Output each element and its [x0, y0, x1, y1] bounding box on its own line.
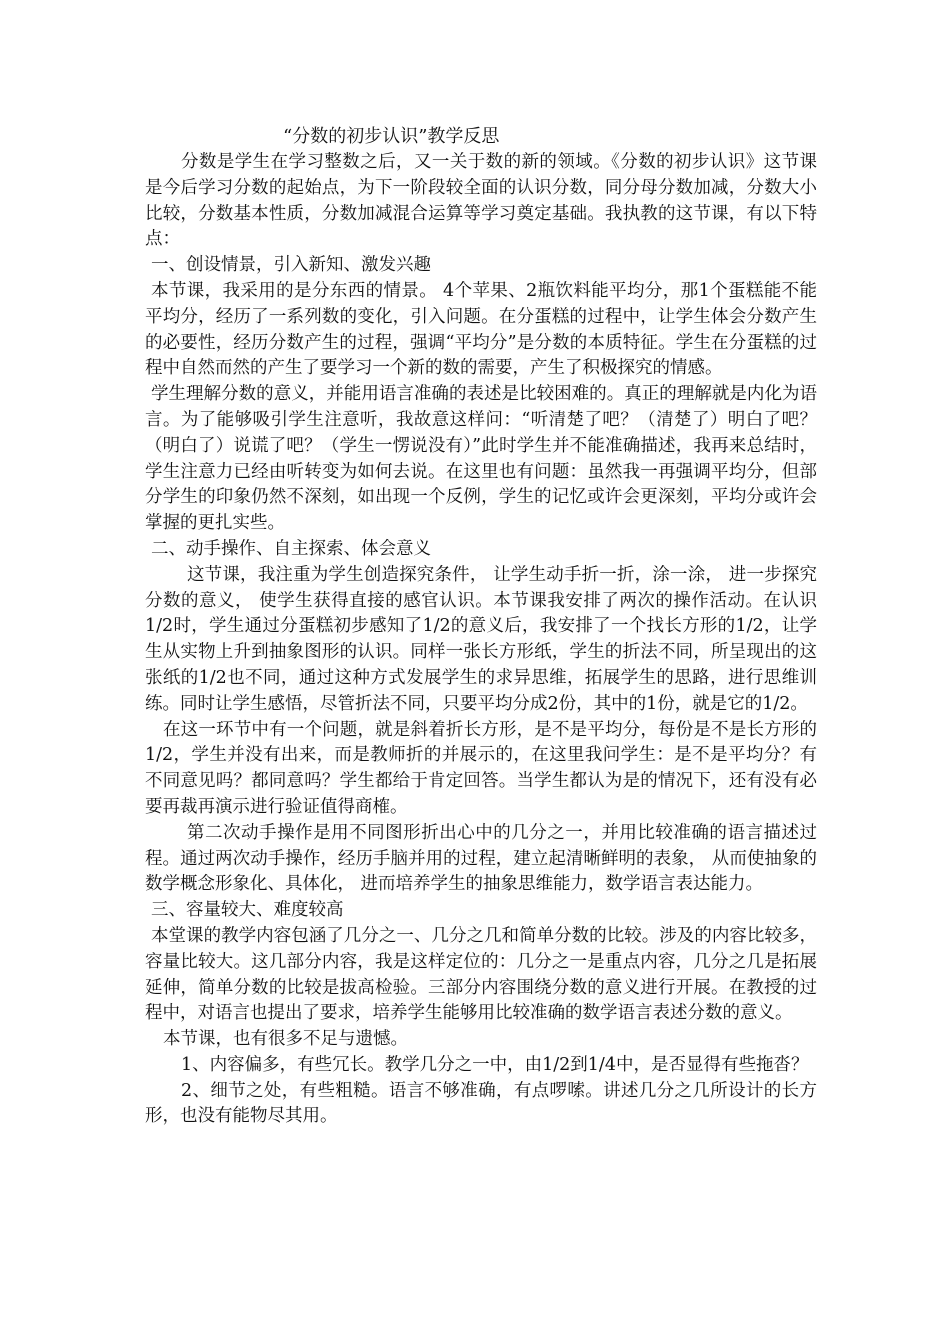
intro-paragraph: 分数是学生在学习整数之后，又一关于数的新的领域。《分数的初步认识》这节课是今后学习分数的起始点，为下一阶段较全面的认识分数，同分母分数加减，分数大小比较，分数基本性质，分数加减混合运算等学习奠定基础。我执教的这节课，有以下特点： — [145, 152, 817, 250]
document-page — [145, 124, 817, 1130]
section-1-paragraph-1: 本节课，我采用的是分东西的情景。 4个苹果、2瓶饮料能平均分，那1个蛋糕能不能平均分，经历了一系列数的变化，引入问题。在分蛋糕的过程中，让学生体会分数产生的必要性，经历分数产生的过程，强调“平均分”是分数的本质特征。学生在分蛋糕的过程中自然而然的产生了要学习一个新的数的需要，产生了积极探究的情感。 — [145, 280, 817, 379]
section-2-paragraph-3: 第二次动手操作是用不同图形折出心中的几分之一，并用比较准确的语言描述过程。通过两次动手操作，经历手脑并用的过程，建立起清晰鲜明的表象， 从而使抽象的数学概念形象化、具体化， 进而培养学生的抽象思维能力，数学语言表达能力。 — [145, 822, 817, 895]
shortcoming-item-2: 2、细节之处，有些粗糙。语言不够准确，有点啰嗦。讲述几分之几所设计的长方形，也没有能物尽其用。 — [145, 1080, 817, 1127]
section-2-paragraph-1: 这节课，我注重为学生创造探究条件， 让学生动手折一折，涂一涂， 进一步探究分数的意义， 使学生获得直接的感官认识。本节课我安排了两次的操作活动。在认识1/2时，学生通过分蛋糕初步感知了1/2的意义后，我安排了一个找长方形的1/2，让学生从实物上升到抽象图形的认识。同样一张长方形纸，学生的折法不同，所呈现出的这张纸的1/2也不同，通过这种方式发展学生的求异思维，拓展学生的思路，进行思维训练。同时让学生感悟，尽管折法不同，只要平均分成2份，其中的1份，就是它的1/2。 — [145, 564, 817, 714]
section-3-paragraph-1: 本堂课的教学内容包涵了几分之一、几分之几和简单分数的比较。涉及的内容比较多，容量比较大。这几部分内容，我是这样定位的：几分之一是重点内容，几分之几是拓展延伸，简单分数的比较是拔高检验。三部分内容围绕分数的意义进行开展。在教授的过程中，对语言也提出了要求，培养学生能够用比较准确的数学语言表述分数的意义。 — [145, 925, 817, 1024]
shortcomings-intro: 本节课，也有很多不足与遗憾。 — [163, 1029, 408, 1050]
shortcoming-item-1: 1、内容偏多，有些冗长。教学几分之一中，由1/2到1/4中，是否显得有些拖沓？ — [181, 1054, 809, 1075]
section-2-paragraph-2: 在这一环节中有一个问题，就是斜着折长方形，是不是平均分，每份是不是长方形的1/2，学生并没有出来，而是教师折的并展示的，在这里我问学生：是不是平均分？有不同意见吗？都同意吗？学生都给于肯定回答。当学生都认为是的情况下，还有没有必要再裁再演示进行验证值得商榷。 — [145, 719, 817, 817]
section-1-paragraph-2: 学生理解分数的意义，并能用语言准确的表述是比较困难的。真正的理解就是内化为语言。为了能够吸引学生注意听，我故意这样问：“听清楚了吧？（清楚了）明白了吧？（明白了）说谎了吧？（学生一愣说没有）”此时学生并不能准确描述，我再来总结时，学生注意力已经由听转变为如何去说。在这里也有问题：虽然我一再强调平均分，但部分学生的印象仍然不深刻，如出现一个反例，学生的记忆或许会更深刻，平均分或许会掌握的更扎实些。 — [145, 384, 817, 534]
document-title: “分数的初步认识”教学反思 — [283, 126, 500, 147]
section-2-heading: 二、动手操作、自主探索、体会意义 — [151, 538, 431, 559]
section-1-heading: 一、创设情景，引入新知、激发兴趣 — [151, 255, 431, 276]
section-3-heading: 三、容量较大、难度较高 — [151, 900, 344, 921]
